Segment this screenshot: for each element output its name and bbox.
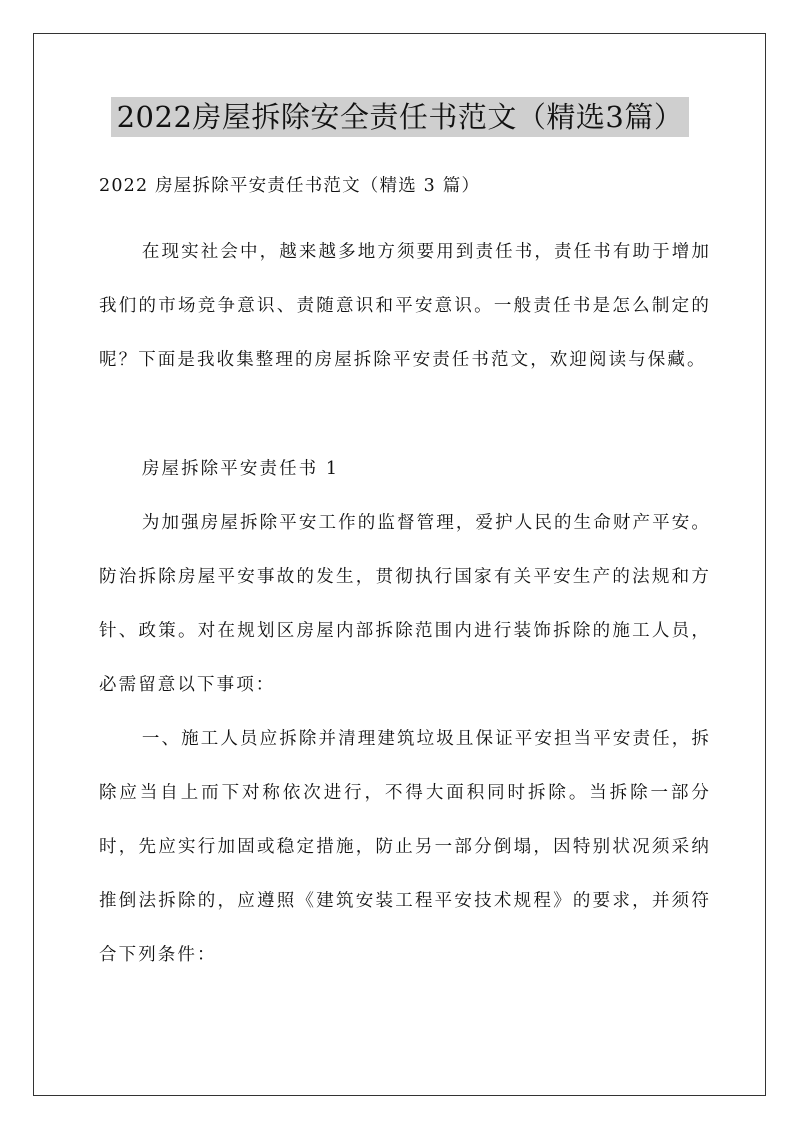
item-1-paragraph: 一、施工人员应拆除并清理建筑垃圾且保证平安担当平安责任，拆除应当自上而下对称依次进行，不得大面积同时拆除。当拆除一部分时，先应实行加固或稳定措施，防止另一部分倒塌，因特别状况须采纳推倒法拆除的，应遵照《建筑安装工程平安技术规程》的要求，并须符合下列条件： <box>99 729 711 965</box>
document-subtitle: 2022 房屋拆除平安责任书范文（精选 3 篇） <box>99 176 481 196</box>
document-body <box>99 171 711 982</box>
paragraph-spacer <box>99 387 711 442</box>
title-block <box>0 97 800 137</box>
section-heading: 房屋拆除平安责任书 1 <box>141 459 340 479</box>
document-title: 2022房屋拆除安全责任书范文（精选3篇） <box>111 97 690 137</box>
intro-paragraph: 在现实社会中，越来越多地方须要用到责任书，责任书有助于增加我们的市场竞争意识、责随意识和平安意识。一般责任书是怎么制定的呢？下面是我收集整理的房屋拆除平安责任书范文，欢迎阅读与保藏。 <box>99 242 711 370</box>
section-paragraph: 为加强房屋拆除平安工作的监督管理，爱护人民的生命财产平安。防治拆除房屋平安事故的发生，贯彻执行国家有关平安生产的法规和方针、政策。对在规划区房屋内部拆除范围内进行装饰拆除的施工人员，必需留意以下事项： <box>99 513 711 695</box>
